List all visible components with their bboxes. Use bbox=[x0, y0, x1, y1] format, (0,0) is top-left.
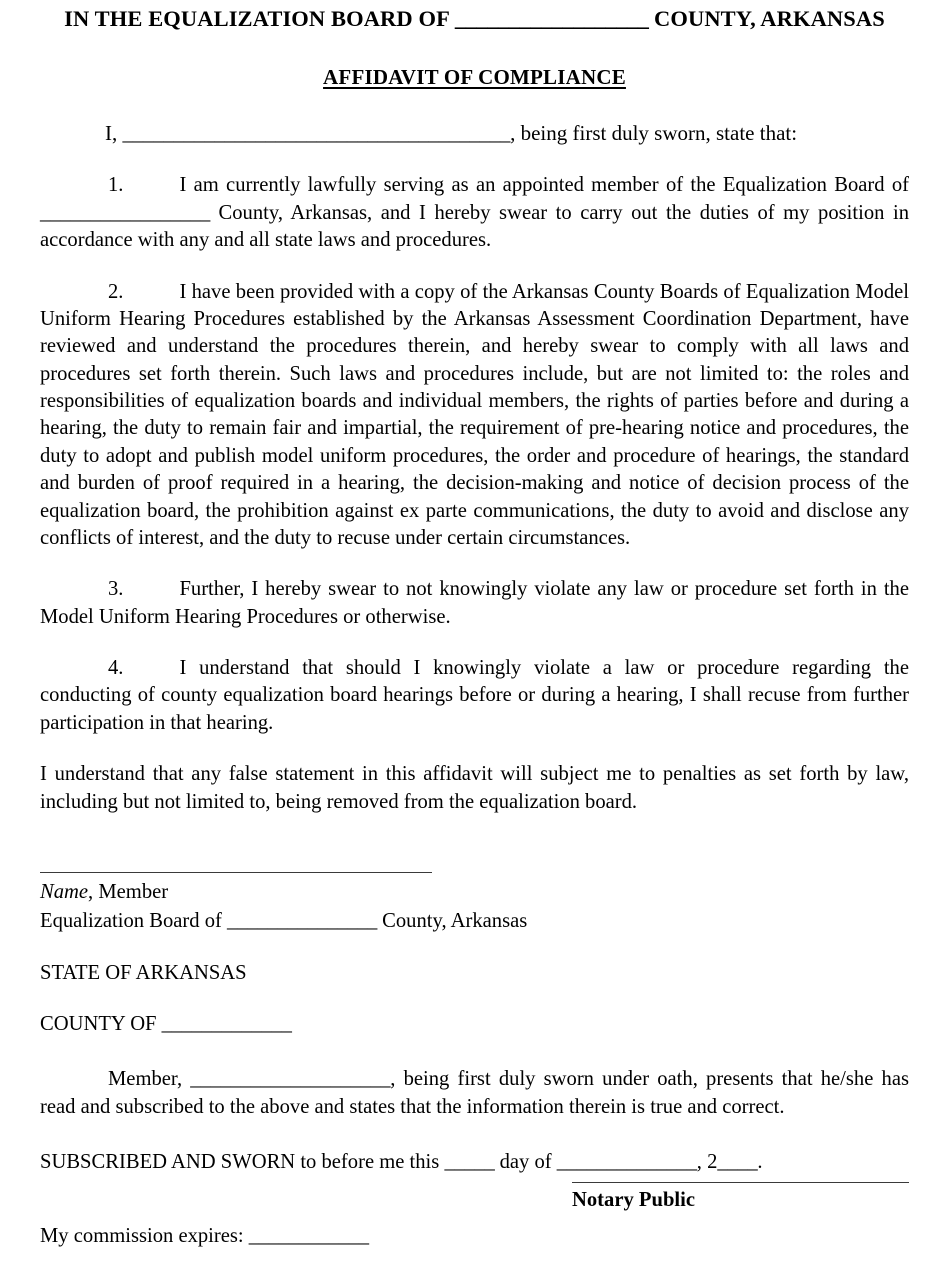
item-3-text: Further, I hereby swear to not knowingly violate any law or procedure set forth in the Model Uniform Hearing Procedures or otherwise. bbox=[40, 578, 909, 628]
sworn-part4: . bbox=[757, 1151, 763, 1174]
numbered-item-4 bbox=[40, 655, 909, 737]
county-blank: _____________ bbox=[161, 1013, 292, 1036]
intro-prefix: I, bbox=[105, 120, 123, 145]
board-county-blank: _______________ bbox=[227, 909, 377, 932]
closing-paragraph: I understand that any false statement in this affidavit will subject me to penalties as set forth by law, including but not limited to, being removed from the equalization board. bbox=[40, 763, 909, 813]
county-of-line bbox=[40, 1013, 909, 1036]
sworn-part2: day of bbox=[494, 1151, 557, 1174]
commission-prefix: My commission expires: bbox=[40, 1225, 249, 1247]
notary-signature-block bbox=[572, 1182, 909, 1212]
commission-blank: ____________ bbox=[248, 1225, 369, 1247]
notary-signature-line bbox=[572, 1182, 909, 1183]
numbered-item-3 bbox=[40, 576, 909, 631]
item-1-text-part2: County, Arkansas, and I hereby swear to carry out the duties of my position in accordance with any and all state laws and procedures. bbox=[40, 201, 909, 252]
item-1-number: 1. bbox=[108, 174, 124, 197]
item-1-county-blank: _________________ bbox=[40, 201, 210, 224]
sworn-part3: , 2 bbox=[696, 1151, 718, 1174]
spacer bbox=[40, 631, 909, 655]
title-suffix: COUNTY, ARKANSAS bbox=[648, 6, 885, 31]
signature-name-role: , Member bbox=[88, 880, 169, 903]
page-title bbox=[40, 6, 909, 33]
document-body bbox=[40, 0, 909, 1176]
signature-line bbox=[40, 872, 432, 873]
notary-public-label: Notary Public bbox=[572, 1189, 695, 1211]
affiant-name-blank: ______________________________________ bbox=[122, 120, 511, 145]
member-prefix: Member, bbox=[108, 1068, 191, 1091]
item-4-number: 4. bbox=[108, 657, 124, 680]
member-sworn-paragraph bbox=[40, 1066, 909, 1121]
numbered-item-2 bbox=[40, 279, 909, 553]
member-suffix: , being first duly sworn under oath, presents that he/she has read and subscribed to the above and states that the information therein is true and correct. bbox=[40, 1068, 909, 1118]
state-of-arkansas-label: STATE OF ARKANSAS bbox=[40, 962, 247, 985]
signature-board-line bbox=[40, 908, 909, 935]
spacer bbox=[40, 737, 909, 761]
item-1-text-part1: I am currently lawfully serving as an appointed member of the Equalization Board of bbox=[179, 174, 909, 197]
commission-expires-line bbox=[40, 1225, 369, 1248]
item-4-text: I understand that should I knowingly violate a law or procedure regarding the conducting of county equalization board hearings before or during a hearing, I shall recuse from further participation in that hearing. bbox=[40, 657, 909, 734]
county-prefix: COUNTY OF bbox=[40, 1013, 162, 1036]
affiant-intro-line bbox=[40, 120, 909, 147]
title-prefix: IN THE EQUALIZATION BOARD OF bbox=[64, 6, 455, 31]
signature-block bbox=[40, 872, 909, 935]
subscribed-and-sworn-line bbox=[40, 1149, 909, 1176]
title-county-blank: __________________ bbox=[454, 6, 649, 31]
signature-name-label bbox=[40, 879, 909, 906]
sworn-day-blank: _____ bbox=[444, 1151, 495, 1174]
board-suffix: County, Arkansas bbox=[376, 909, 528, 932]
sworn-year-blank: ____ bbox=[717, 1151, 758, 1174]
board-prefix: Equalization Board of bbox=[40, 909, 228, 932]
item-2-number: 2. bbox=[108, 280, 124, 303]
spacer bbox=[40, 552, 909, 576]
signature-name-placeholder: Name bbox=[40, 880, 89, 903]
member-name-blank: ____________________ bbox=[190, 1068, 391, 1091]
spacer bbox=[40, 146, 909, 172]
item-2-text: I have been provided with a copy of the Arkansas County Boards of Equalization Model Uniform Hearing Procedures established by the Arkansas Assessment Coordination Department, have reviewed and understand the procedures therein, and hereby swear to comply with all laws and procedures set forth therein. Such laws and procedures include, but are not limited to: the roles and responsibilities of equalization boards and individual members, the rights of parties before and during a hearing, the duty to remain fair and impartial, the requirement of pre-hearing notice and procedures, the duty to adopt and publish model uniform procedures, the order and procedure of hearings, the standard and burden of proof required in a hearing, the decision-making and notice of decision process of the equalization board, the prohibition against ex parte communications, the duty to avoid and disclose any conflicts of interest, and the duty to recuse under certain circumstances. bbox=[40, 280, 909, 549]
sworn-part1: SUBSCRIBED AND SWORN to before me this bbox=[40, 1151, 445, 1174]
item-3-number: 3. bbox=[108, 578, 124, 601]
intro-suffix: , being first duly sworn, state that: bbox=[510, 120, 798, 145]
document-subtitle: AFFIDAVIT OF COMPLIANCE bbox=[323, 64, 626, 89]
numbered-item-1 bbox=[40, 172, 909, 254]
spacer bbox=[40, 255, 909, 279]
sworn-month-blank: ______________ bbox=[556, 1151, 697, 1174]
